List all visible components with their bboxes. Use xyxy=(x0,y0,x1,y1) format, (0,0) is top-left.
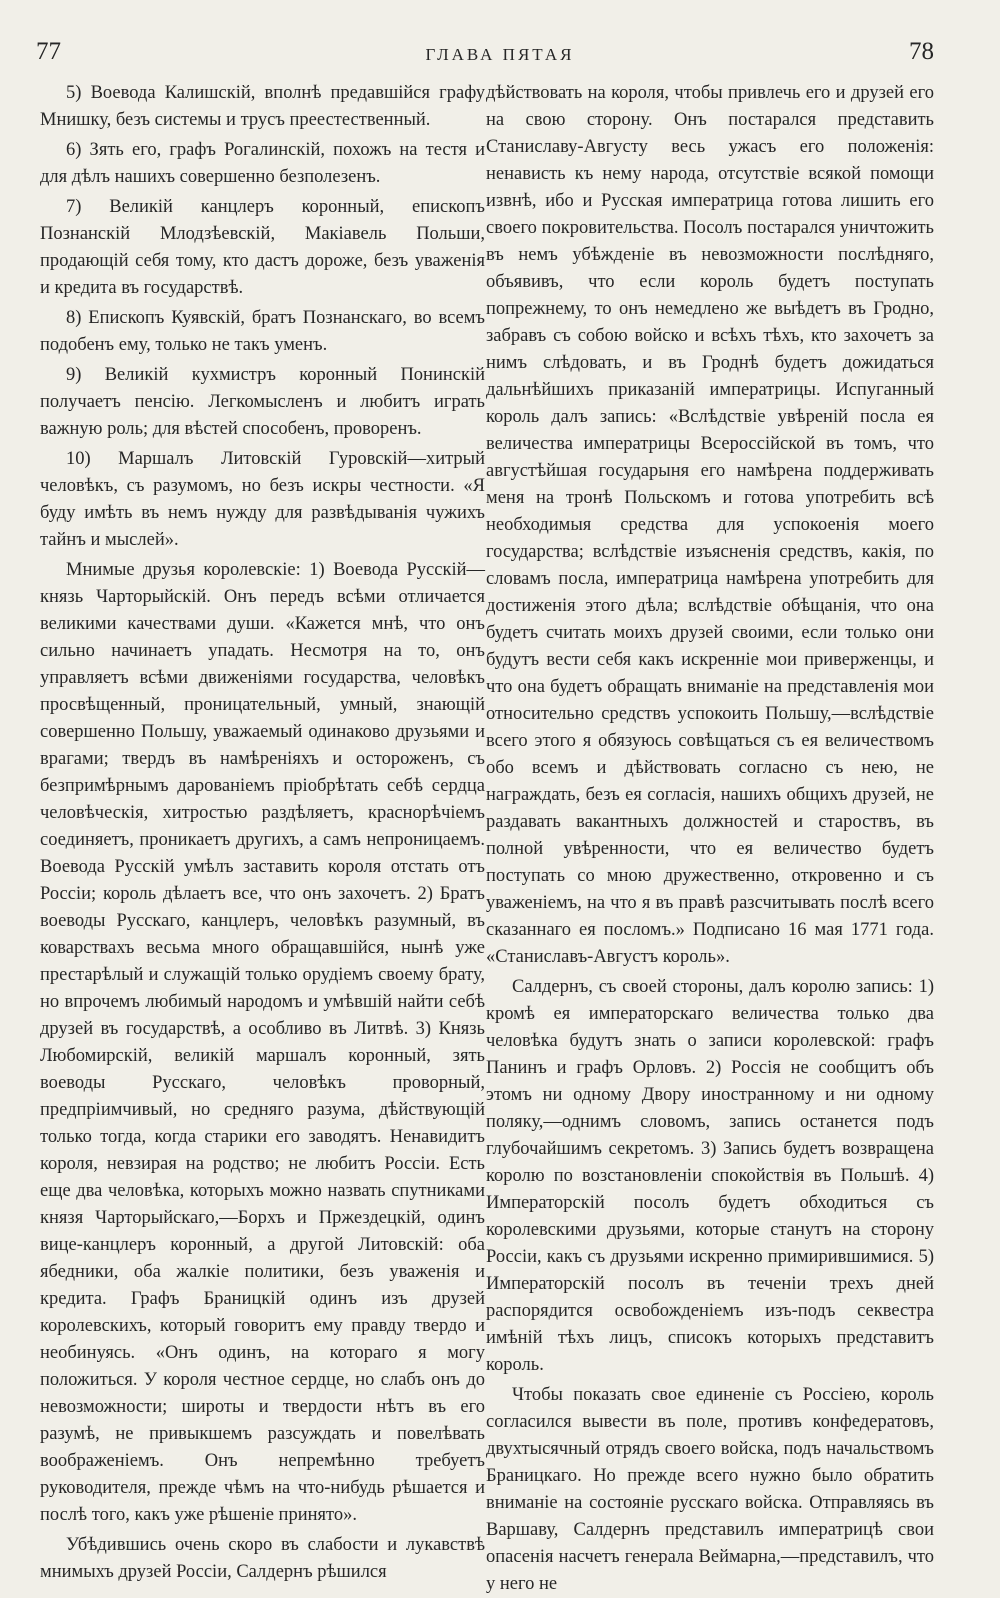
paragraph: 6) Зять его, графъ Рогалинскій, похожъ на тестя и для дѣлъ нашихъ совершенно безполезенъ. xyxy=(40,140,485,187)
right-column xyxy=(486,80,934,1598)
page-number-right: 78 xyxy=(909,38,934,65)
paragraph: 7) Великій канцлеръ коронный, епископъ Познанскій Млодзѣевскій, Макіавель Польши, продающій себя тому, кто дастъ дороже, безъ уваженія и кредита въ государствѣ. xyxy=(40,197,485,298)
paragraph: 5) Воевода Калишскій, вполнѣ предавшійся графу Мнишку, безъ системы и трусъ преестественный. xyxy=(40,83,485,130)
paragraph: 10) Маршалъ Литовскій Гуровскій—хитрый человѣкъ, съ разумомъ, но безъ искры честности. «Я буду имѣть въ немъ нужду для развѣдыванія чужихъ тайнъ и мыслей». xyxy=(40,449,485,550)
paragraph: Убѣдившись очень скоро въ слабости и лукавствѣ мнимыхъ друзей Россіи, Салдернъ рѣшился xyxy=(40,1535,485,1582)
left-column xyxy=(40,80,485,1586)
paragraph: 9) Великій кухмистръ коронный Понинскій получаетъ пенсію. Легкомысленъ и любитъ играть важную роль; для вѣстей способенъ, проворенъ. xyxy=(40,365,485,439)
running-title: ГЛАВА ПЯТАЯ xyxy=(425,45,575,64)
page-number-left: 77 xyxy=(36,38,61,65)
paragraph: Мнимые друзья королевскіе: 1) Воевода Русскій—князь Чарторыйскій. Онъ передъ всѣми отличается великими качествами души. «Кажется мнѣ, что онъ сильно начинаетъ упадать. Несмотря на то, онъ управляетъ всѣми движеніями государства, человѣкъ просвѣщенный, проницательный, умный, знающій совершенно Польшу, уважаемый одинаково друзьями и врагами; твердъ въ намѣреніяхъ и остороженъ, съ безпримѣрнымъ дарованіемъ пріобрѣтать себѣ сердца человѣческія, хитростью раздѣляетъ, краснорѣчіемъ соединяетъ, проникаетъ другихъ, а самъ непроницаемъ. Воевода Русскій умѣлъ заставить короля отстать отъ Россіи; король дѣлаетъ все, что онъ захочетъ. 2) Братъ воеводы Русскаго, канцлеръ, человѣкъ разумный, въ коварствахъ весьма много обращавшійся, нынѣ уже престарѣлый и служащій только орудіемъ своему брату, но впрочемъ любимый народомъ и умѣвшій найти себѣ друзей въ государствѣ, а особливо въ Литвѣ. 3) Князь Любомирскій, великій маршалъ коронный, зять воеводы Русскаго, человѣкъ проворный, предпріимчивый, но средняго разума, дѣйствующій только тогда, когда старики его заводятъ. Ненавидитъ короля, невзирая на родство; не любитъ Россіи. Есть еще два человѣка, которыхъ можно назвать спутниками князя Чарторыйскаго,—Борхъ и Пржездецкій, одинъ вице-канцлеръ коронный, а другой Литовскій: оба ябедники, оба жалкіе политики, безъ уваженія и кредита. Графъ Браницкій одинъ изъ друзей королевскихъ, который говоритъ ему правду твердо и необинуясь. «Онъ одинъ, на котораго я могу положиться. У короля честное сердце, но слабъ онъ до невозможности; широты и твердости нѣтъ въ его разумѣ, не привыкшемъ разсуждать и повелѣвать воображеніемъ. Онъ непремѣнно требуетъ руководителя, прежде чѣмъ на что-нибудь рѣшается и послѣ того, какъ уже рѣшеніе принято». xyxy=(40,560,485,1525)
paragraph: 8) Епископъ Куявскій, братъ Познанскаго, во всемъ подобенъ ему, только не такъ уменъ. xyxy=(40,308,485,355)
paragraph-continued: дѣйствовать на короля, чтобы привлечь его и друзей его на свою сторону. Онъ постарался представить Станиславу-Августу весь ужасъ его положенія: ненависть къ нему народа, отсутствіе всякой помощи извнѣ, ибо и Русская императрица готова лишить его своего покровительства. Посолъ постарался уничтожить въ немъ убѣжденіе въ невозможности послѣдняго, объявивъ, что если король будетъ поступать попрежнему, то онъ немедлено же выѣдетъ въ Гродно, забравъ съ собою войско и всѣхъ тѣхъ, кто захочетъ за нимъ слѣдовать, и въ Гроднѣ будетъ дожидаться дальнѣйшихъ приказаній императрицы. Испуганный король далъ запись: «Вслѣдствіе увѣреній посла ея величества императрицы Всероссійской въ томъ, что августѣйшая государыня его намѣрена поддерживать меня на тронѣ Польскомъ и готова употребить всѣ необходимыя средства для успокоенія моего государства; вслѣдствіе изъясненія средствъ, какія, по словамъ посла, императрица намѣрена употребить для достиженія этого дѣла; вслѣдствіе обѣщанія, что она будетъ считать моихъ друзей своими, если только они будутъ вести себя какъ искренніе мои приверженцы, и что она будетъ обращать вниманіе на представленія мои относительно средствъ успокоить Польшу,—вслѣдствіе всего этого я обязуюсь совѣщаться съ ея величествомъ обо всемъ и дѣйствовать согласно съ нею, не награждать, безъ ея согласія, нашихъ общихъ друзей, не раздавать вакантныхъ должностей и староствъ, въ полной увѣренности, что ея величество будетъ поступать со мною дружественно, откровенно и съ уваженіемъ, на что я въ правѣ разсчитывать послѣ всего сказаннаго ея посломъ.» Подписано 16 мая 1771 года. «Станиславъ-Августъ король». xyxy=(486,83,934,967)
paragraph: Салдернъ, съ своей стороны, далъ королю запись: 1) кромѣ ея императорскаго величества только два человѣка будутъ знать о записи королевской: графъ Панинъ и графъ Орловъ. 2) Россія не сообщитъ объ этомъ ни одному Двору иностранному и ни одному поляку,—однимъ словомъ, запись останется подъ глубочайшимъ секретомъ. 3) Запись будетъ возвращена королю по возстановленіи спокойствія въ Польшѣ. 4) Императорскій посолъ будетъ обходиться съ королевскими друзьями, которые станутъ на сторону Россіи, какъ съ друзьями искренно примирившимися. 5) Императорскій посолъ въ теченіи трехъ дней распорядится освобожденіемъ изъ-подъ секвестра имѣній тѣхъ лицъ, списокъ которыхъ представитъ король. xyxy=(486,977,934,1375)
paragraph: Чтобы показать свое единеніе съ Россіею, король согласился вывести въ поле, противъ конфедератовъ, двухтысячный отрядъ своего войска, подъ начальствомъ Браницкаго. Но прежде всего нужно было обратить вниманіе на состояніе русскаго войска. Отправляясь въ Варшаву, Салдернъ представилъ императрицѣ свои опасенія насчетъ генерала Веймарна,—представилъ, что у него не xyxy=(486,1385,934,1594)
page-header xyxy=(0,38,1000,78)
